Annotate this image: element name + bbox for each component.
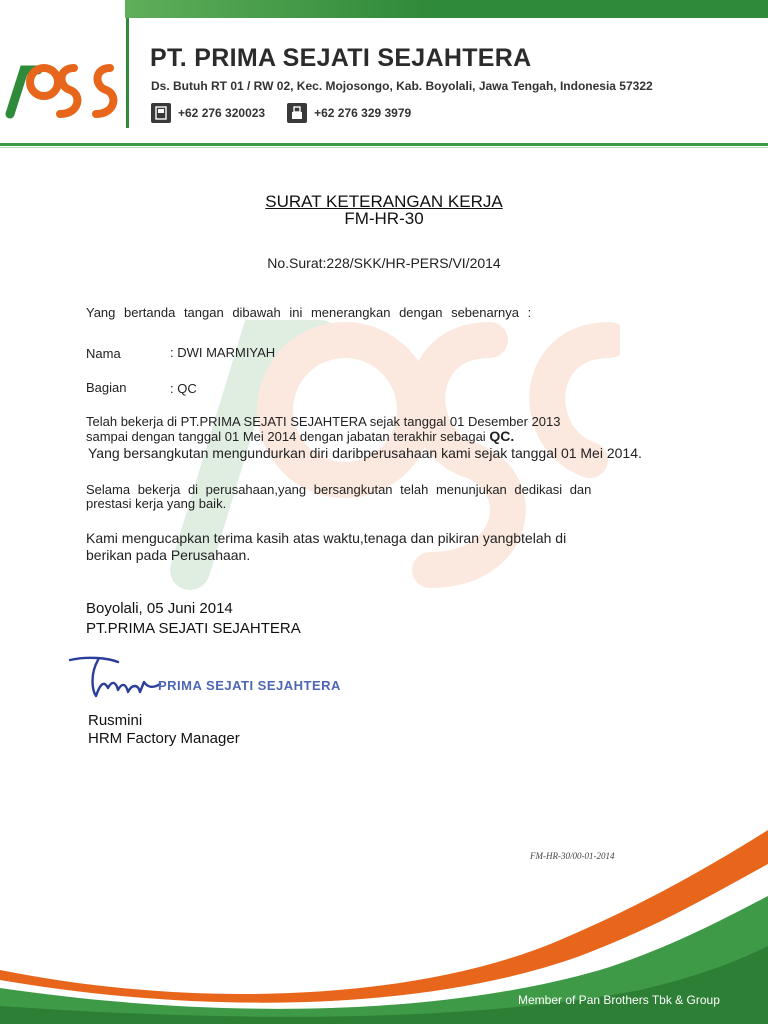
document-code: FM-HR-30/00-01-2014 [530, 851, 615, 861]
header-divider-horizontal [0, 143, 768, 146]
body-line-2 [86, 428, 514, 444]
position-value: QC. [489, 428, 515, 444]
intro-text: Yang bertanda tangan dibawah ini menerangkan dengan sebenarnya : [86, 305, 532, 320]
signer-name: Rusmini [88, 712, 143, 729]
name-value: : DWI MARMIYAH [170, 345, 276, 360]
company-name: PT. PRIMA SEJATI SEJAHTERA [150, 44, 532, 72]
header-divider-vertical [126, 18, 129, 128]
company-logo [0, 46, 122, 126]
body-line-5: prestasi kerja yang baik. [86, 496, 227, 511]
company-stamp: PRIMA SEJATI SEJAHTERA [158, 678, 341, 693]
department-label: Bagian [86, 380, 127, 395]
department-value: : QC [170, 381, 197, 396]
letter-number: No.Surat:228/SKK/HR-PERS/VI/2014 [267, 255, 501, 271]
footer-member-text: Member of Pan Brothers Tbk & Group [518, 993, 720, 1007]
body-line-4: Selama bekerja di perusahaan,yang bersangkutan telah menunjukan dedikasi dan [86, 482, 592, 497]
body-line-3: Yang bersangkutan mengundurkan diri daribperusahaan kami sejak tanggal 01 Mei 2014. [88, 445, 642, 461]
signature [68, 654, 162, 702]
company-address: Ds. Butuh RT 01 / RW 02, Kec. Mojosongo, Kab. Boyolali, Jawa Tengah, Indonesia 57322 [151, 79, 653, 93]
body-line-2-text: sampai dengan tanggal 01 Mei 2014 dengan jabatan terakhir sebagai [86, 429, 490, 444]
body-line-1: Telah bekerja di PT.PRIMA SEJATI SEJAHTERA sejak tanggal 01 Desember 2013 [86, 414, 561, 429]
header-divider-horizontal-light [0, 147, 768, 148]
logo-letter-p [10, 68, 58, 114]
fax-icon [287, 103, 307, 123]
logo-letter-s1 [60, 68, 77, 114]
name-label: Nama [86, 346, 121, 361]
thanks-line-2: berikan pada Perusahaan. [86, 547, 251, 563]
signing-company: PT.PRIMA SEJATI SEJAHTERA [86, 620, 301, 637]
fax-number: +62 276 329 3979 [314, 106, 412, 120]
logo-letter-s2 [96, 68, 113, 114]
document-title: SURAT KETERANGAN KERJA [265, 192, 503, 211]
phone-number: +62 276 320023 [178, 106, 266, 120]
thanks-line-1: Kami mengucapkan terima kasih atas waktu,tenaga dan pikiran yangbtelah di [86, 530, 567, 546]
form-code: FM-HR-30 [344, 209, 424, 228]
phone-icon [151, 103, 171, 123]
contact-row [151, 102, 411, 124]
place-date: Boyolali, 05 Juni 2014 [86, 600, 233, 617]
header-top-bar-gradient [125, 0, 425, 18]
signer-title: HRM Factory Manager [88, 730, 240, 747]
